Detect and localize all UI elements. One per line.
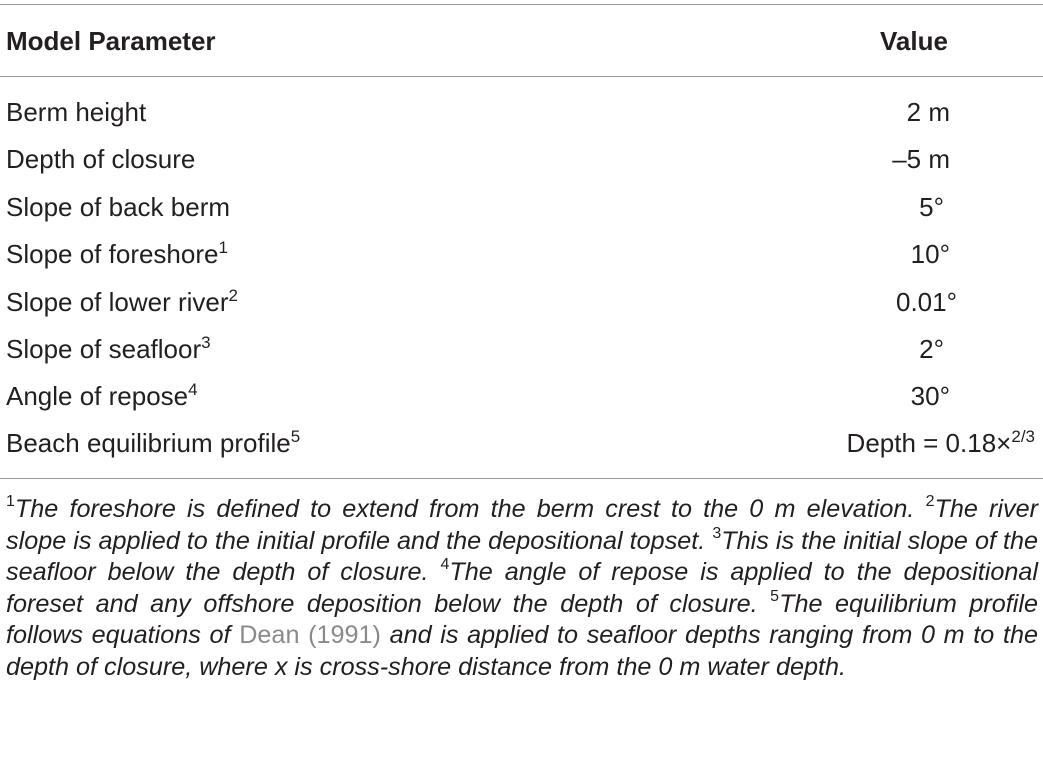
footnote-text: and is applied to seafloor depths ranging from 0 m to the depth of closure, where x is cross-shore distance from the 0 m water depth.	[6, 621, 1038, 681]
footnote-text: The river slope is applied to the initial profile and the depositional topset.	[6, 495, 1039, 555]
table-header-rule	[0, 76, 1043, 77]
parameter-cell: Beach equilibrium profile$^5$	[6, 427, 301, 458]
table-row	[0, 95, 1043, 142]
value-cell: 2°	[919, 334, 944, 364]
value-cell: 2 m	[906, 97, 950, 127]
footnote-text: The foreshore is defined to extend from the berm crest to the 0 m elevation.	[14, 495, 926, 523]
value-cell: 10°	[910, 239, 950, 269]
table-row	[0, 142, 1043, 189]
table-footnotes	[6, 494, 1038, 683]
footnote-number: 4	[440, 556, 450, 573]
footnote-text: This is the initial slope of the seafloor below the depth of closure.	[6, 526, 1039, 586]
table-bottom-rule	[0, 478, 1043, 479]
parameter-cell: Angle of repose$^4$	[6, 380, 198, 411]
value-cell: Depth = 0.18×$^{2/3}$	[846, 427, 1035, 458]
parameter-cell: Depth of closure	[6, 144, 196, 174]
table-row	[0, 285, 1043, 332]
table-row	[0, 190, 1043, 237]
table-row	[0, 237, 1043, 284]
parameter-cell: Slope of lower river$^2$	[6, 286, 239, 317]
value-cell: 0.01°	[895, 287, 957, 317]
footnote-number: 2	[925, 493, 935, 510]
reference-link[interactable]: Dean (1991)	[239, 621, 381, 649]
parameter-cell: Slope of back berm	[6, 192, 231, 222]
table-row	[0, 332, 1043, 379]
table-row	[0, 379, 1043, 426]
exponent: 2/3	[1011, 427, 1035, 446]
parameter-cell: Slope of foreshore$^1$	[6, 238, 228, 269]
table-row	[0, 426, 1043, 473]
footnote-number: 5	[770, 587, 780, 605]
value-cell: 5°	[919, 192, 944, 222]
footnote-number: 1	[6, 493, 15, 510]
footnote-marker: 5	[290, 427, 301, 446]
footnote-number: 3	[712, 524, 722, 542]
table-top-rule	[0, 4, 1043, 5]
footnote-marker: 3	[201, 333, 211, 352]
column-header-value: Value	[880, 26, 948, 56]
footnote-marker: 4	[188, 380, 198, 399]
footnote-text: The equilibrium profile follows equations of	[6, 589, 1039, 649]
footnote-marker: 1	[218, 238, 228, 257]
column-header-parameter: Model Parameter	[6, 26, 216, 56]
value-cell: –5 m	[892, 144, 950, 174]
footnote-text: The angle of repose is applied to the depositional foreset and any offshore deposition below the depth of closure.	[6, 558, 1038, 618]
parameter-cell: Slope of seafloor$^3$	[6, 333, 211, 364]
value-cell: 30°	[910, 381, 950, 411]
parameter-cell: Berm height	[6, 97, 147, 127]
footnote-marker: 2	[228, 286, 239, 305]
